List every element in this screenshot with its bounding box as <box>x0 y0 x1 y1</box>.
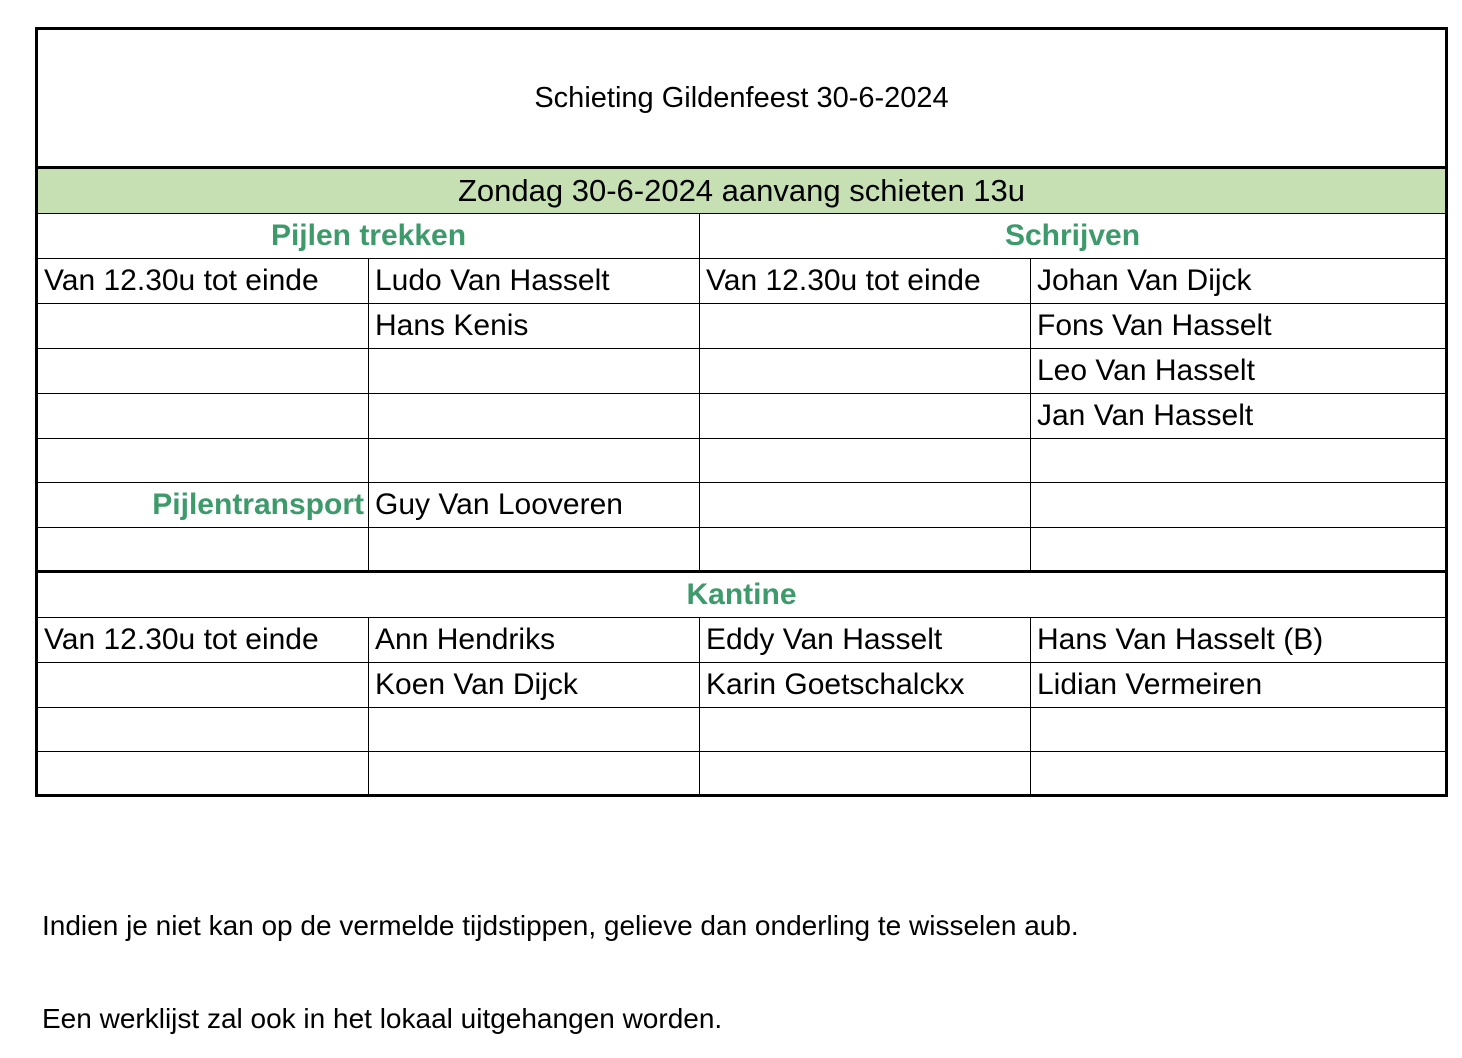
empty-cell <box>369 349 700 394</box>
schedule-table <box>35 27 1448 797</box>
kantine-name: Eddy Van Hasselt <box>700 618 1031 663</box>
empty-cell <box>369 752 700 796</box>
schrijven-name: Fons Van Hasselt <box>1031 304 1447 349</box>
empty-cell <box>37 663 369 708</box>
empty-cell <box>369 439 700 483</box>
empty-cell <box>37 304 369 349</box>
empty-cell <box>37 439 369 483</box>
schrijven-name: Johan Van Dijck <box>1031 259 1447 304</box>
empty-cell <box>1031 708 1447 752</box>
note-swap: Indien je niet kan op de vermelde tijdstippen, gelieve dan onderling te wisselen aub. <box>42 910 1079 941</box>
empty-cell <box>1031 752 1447 796</box>
date-banner: Zondag 30-6-2024 aanvang schieten 13u <box>37 168 1447 214</box>
kantine-name: Ann Hendriks <box>369 618 700 663</box>
kantine-name: Lidian Vermeiren <box>1031 663 1447 708</box>
empty-cell <box>37 394 369 439</box>
empty-cell <box>700 304 1031 349</box>
schrijven-name: Jan Van Hasselt <box>1031 394 1447 439</box>
schrijven-time: Van 12.30u tot einde <box>700 259 1031 304</box>
empty-cell <box>1031 483 1447 528</box>
note-worklist: Een werklijst zal ook in het lokaal uitgehangen worden. <box>42 1003 723 1034</box>
empty-cell <box>37 752 369 796</box>
empty-cell <box>700 708 1031 752</box>
schrijven-name: Leo Van Hasselt <box>1031 349 1447 394</box>
pijlentransport-label: Pijlentransport <box>37 483 369 528</box>
page-title: Schieting Gildenfeest 30-6-2024 <box>37 29 1447 168</box>
empty-cell <box>369 528 700 572</box>
empty-cell <box>700 483 1031 528</box>
pijlen-trekken-time: Van 12.30u tot einde <box>37 259 369 304</box>
empty-cell <box>700 439 1031 483</box>
pijlentransport-name: Guy Van Looveren <box>369 483 700 528</box>
kantine-name: Karin Goetschalckx <box>700 663 1031 708</box>
empty-cell <box>37 708 369 752</box>
empty-cell <box>700 349 1031 394</box>
kantine-heading: Kantine <box>37 572 1447 618</box>
empty-cell <box>1031 528 1447 572</box>
empty-cell <box>37 349 369 394</box>
empty-cell <box>700 528 1031 572</box>
empty-cell <box>700 752 1031 796</box>
kantine-name: Koen Van Dijck <box>369 663 700 708</box>
kantine-name: Hans Van Hasselt (B) <box>1031 618 1447 663</box>
empty-cell <box>700 394 1031 439</box>
empty-cell <box>37 528 369 572</box>
empty-cell <box>369 708 700 752</box>
kantine-time: Van 12.30u tot einde <box>37 618 369 663</box>
pijlen-trekken-name: Ludo Van Hasselt <box>369 259 700 304</box>
pijlen-trekken-heading: Pijlen trekken <box>37 214 700 259</box>
empty-cell <box>369 394 700 439</box>
schedule-sheet <box>35 27 1445 797</box>
empty-cell <box>1031 439 1447 483</box>
pijlen-trekken-name: Hans Kenis <box>369 304 700 349</box>
schrijven-heading: Schrijven <box>700 214 1447 259</box>
